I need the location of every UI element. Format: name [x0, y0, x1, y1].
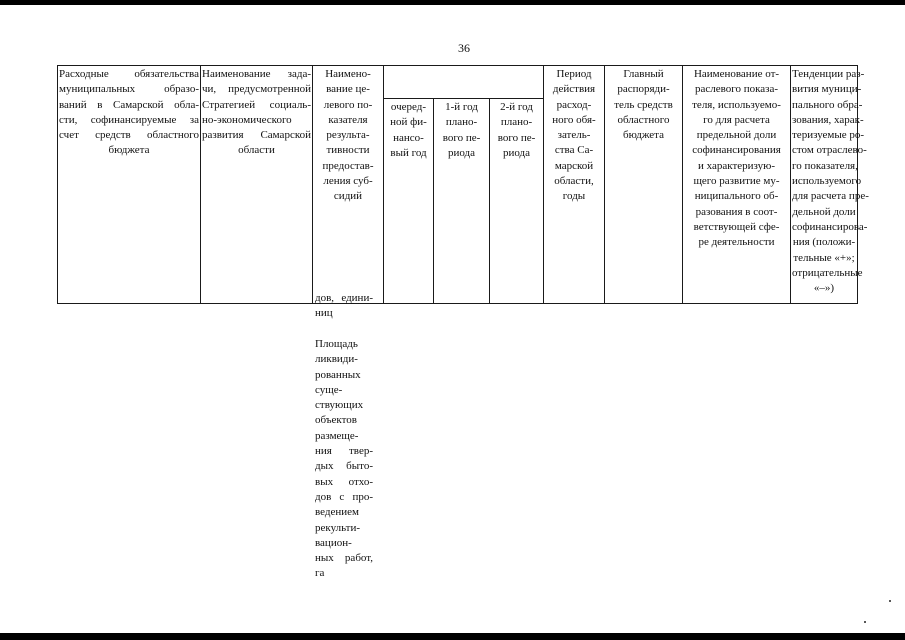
header-sector-indicator-name: [683, 66, 791, 304]
text-line: предельной доли: [696, 129, 777, 142]
text-line: и характеризую-: [697, 159, 776, 172]
header-planning-year-1: [434, 99, 490, 304]
text-line: дельной доли: [792, 205, 856, 218]
text-line: области,: [554, 175, 594, 188]
text-line: для расчета пре-: [792, 190, 869, 203]
text-line: муниципальных образо-: [59, 83, 199, 96]
text-line: результа-: [326, 129, 370, 142]
header-validity-period: [544, 66, 605, 304]
text-line: бюджета: [622, 129, 664, 142]
indicator-landfill-area: [315, 337, 373, 582]
text-line: тельные «+»;: [793, 251, 855, 264]
text-line: левого по-: [323, 98, 373, 111]
text-line: счет средств областного: [59, 129, 199, 142]
text-line: плано-: [445, 116, 478, 129]
header-development-trends: [791, 66, 869, 304]
text-line: Наименование зада-: [202, 68, 311, 80]
indicator-unit-continuation: [315, 291, 373, 322]
text-line: ных работ,: [315, 552, 373, 565]
text-line: теля, используемо-: [692, 98, 781, 111]
text-line: зования, харак-: [792, 113, 864, 126]
text-line: Наимено-: [325, 68, 371, 80]
text-line: ветствующей сфе-: [693, 220, 780, 233]
text-line: казателя: [328, 113, 368, 126]
scan-border-bottom: [0, 633, 905, 640]
text-line: дых быто-: [315, 460, 373, 473]
text-line: 1-й год: [445, 101, 478, 113]
text-line: риода: [502, 146, 531, 159]
text-line: щего развитие му-: [693, 175, 780, 188]
text-line: дов, едини-: [315, 292, 373, 304]
text-line: ликвиди-: [315, 353, 358, 366]
text-line: сти, софинансируемые за: [59, 113, 199, 126]
text-line: вития муници-: [792, 83, 862, 96]
text-line: Стратегией социаль-: [202, 98, 311, 111]
text-line: очеред-: [390, 101, 427, 113]
text-line: Главный: [623, 68, 664, 80]
text-line: ства Са-: [554, 144, 594, 157]
text-line: бюджета: [108, 144, 150, 157]
text-line: ной фи-: [390, 116, 427, 129]
text-line: ствующих: [315, 399, 364, 412]
page-number: 36: [458, 41, 470, 55]
text-line: затель-: [557, 129, 591, 142]
text-line: тель средств: [614, 98, 673, 111]
text-line: действия: [552, 83, 596, 96]
text-line: области: [238, 144, 275, 157]
text-line: раслевого показа-: [694, 83, 779, 96]
text-line: риода: [447, 146, 476, 159]
text-line: Площадь: [315, 338, 358, 350]
header-indicator-name: [313, 66, 384, 304]
text-line: нансо-: [393, 131, 424, 144]
text-line: теризуемые ро-: [792, 129, 865, 142]
text-line: Период: [556, 68, 592, 80]
text-line: размеще-: [315, 429, 359, 442]
scan-speck: [889, 600, 891, 602]
text-line: развития Самарской: [202, 129, 311, 142]
text-line: стом отраслево-: [792, 144, 867, 157]
text-line: расход-: [556, 98, 592, 111]
text-line: плано-: [500, 116, 533, 129]
text-line: Тенденции раз-: [792, 68, 865, 80]
text-line: «–»): [813, 282, 835, 295]
text-line: ного обя-: [552, 113, 596, 126]
text-line: областного: [617, 113, 670, 126]
text-line: годы: [562, 190, 586, 203]
text-line: сидий: [333, 190, 363, 203]
text-line: чи, предусмотренной: [202, 83, 311, 96]
text-line: марской: [554, 159, 594, 172]
header-next-financial-year: [384, 99, 434, 304]
table-header: [57, 65, 869, 304]
text-line: ре деятельности: [698, 236, 775, 249]
text-line: вацион-: [315, 536, 352, 549]
text-line: ваний в Самарской обла-: [59, 98, 199, 111]
text-line: используемого: [792, 175, 862, 188]
text-line: га: [315, 567, 325, 580]
text-line: вый год: [390, 146, 427, 159]
text-line: суще-: [315, 383, 343, 396]
text-line: но-экономического: [202, 113, 292, 126]
text-line: дов с про-: [315, 490, 373, 503]
text-line: Расходные обязательства: [59, 68, 199, 80]
text-line: 2-й год: [500, 101, 533, 113]
header-target-indicator-value: [384, 66, 544, 99]
text-line: ниципального об-: [694, 190, 779, 203]
header-chief-administrator: [605, 66, 683, 304]
text-line: рекульти-: [315, 521, 361, 534]
text-line: вого пе-: [497, 131, 536, 144]
text-line: разования в соот-: [695, 205, 778, 218]
text-line: софинансирования: [692, 144, 781, 157]
header-task-name: [201, 66, 313, 304]
text-line: ния (положи-: [792, 236, 856, 249]
text-line: ления суб-: [323, 175, 373, 188]
text-line: объектов: [315, 414, 357, 427]
text-line: пального обра-: [792, 98, 863, 111]
text-line: ниц: [315, 307, 333, 320]
text-line: ния твер-: [315, 445, 373, 458]
text-line: софинансирова-: [792, 220, 868, 233]
scan-border-top: [0, 0, 905, 5]
text-line: предостав-: [322, 159, 374, 172]
text-line: го для расчета: [703, 113, 770, 126]
scan-speck: [864, 621, 866, 623]
text-line: вых отхо-: [315, 475, 373, 488]
header-expenditure-obligations: [58, 66, 201, 304]
text-line: тивности: [326, 144, 370, 157]
text-line: распоряди-: [617, 83, 670, 96]
text-line: рованных: [315, 368, 361, 381]
text-line: ведением: [315, 506, 359, 519]
text-line: го показателя,: [792, 159, 858, 172]
text-line: Наименование от-: [693, 68, 780, 80]
text-line: вание це-: [326, 83, 370, 96]
text-line: вого пе-: [442, 131, 481, 144]
header-planning-year-2: [490, 99, 544, 304]
text-line: отрицательные: [792, 266, 863, 279]
